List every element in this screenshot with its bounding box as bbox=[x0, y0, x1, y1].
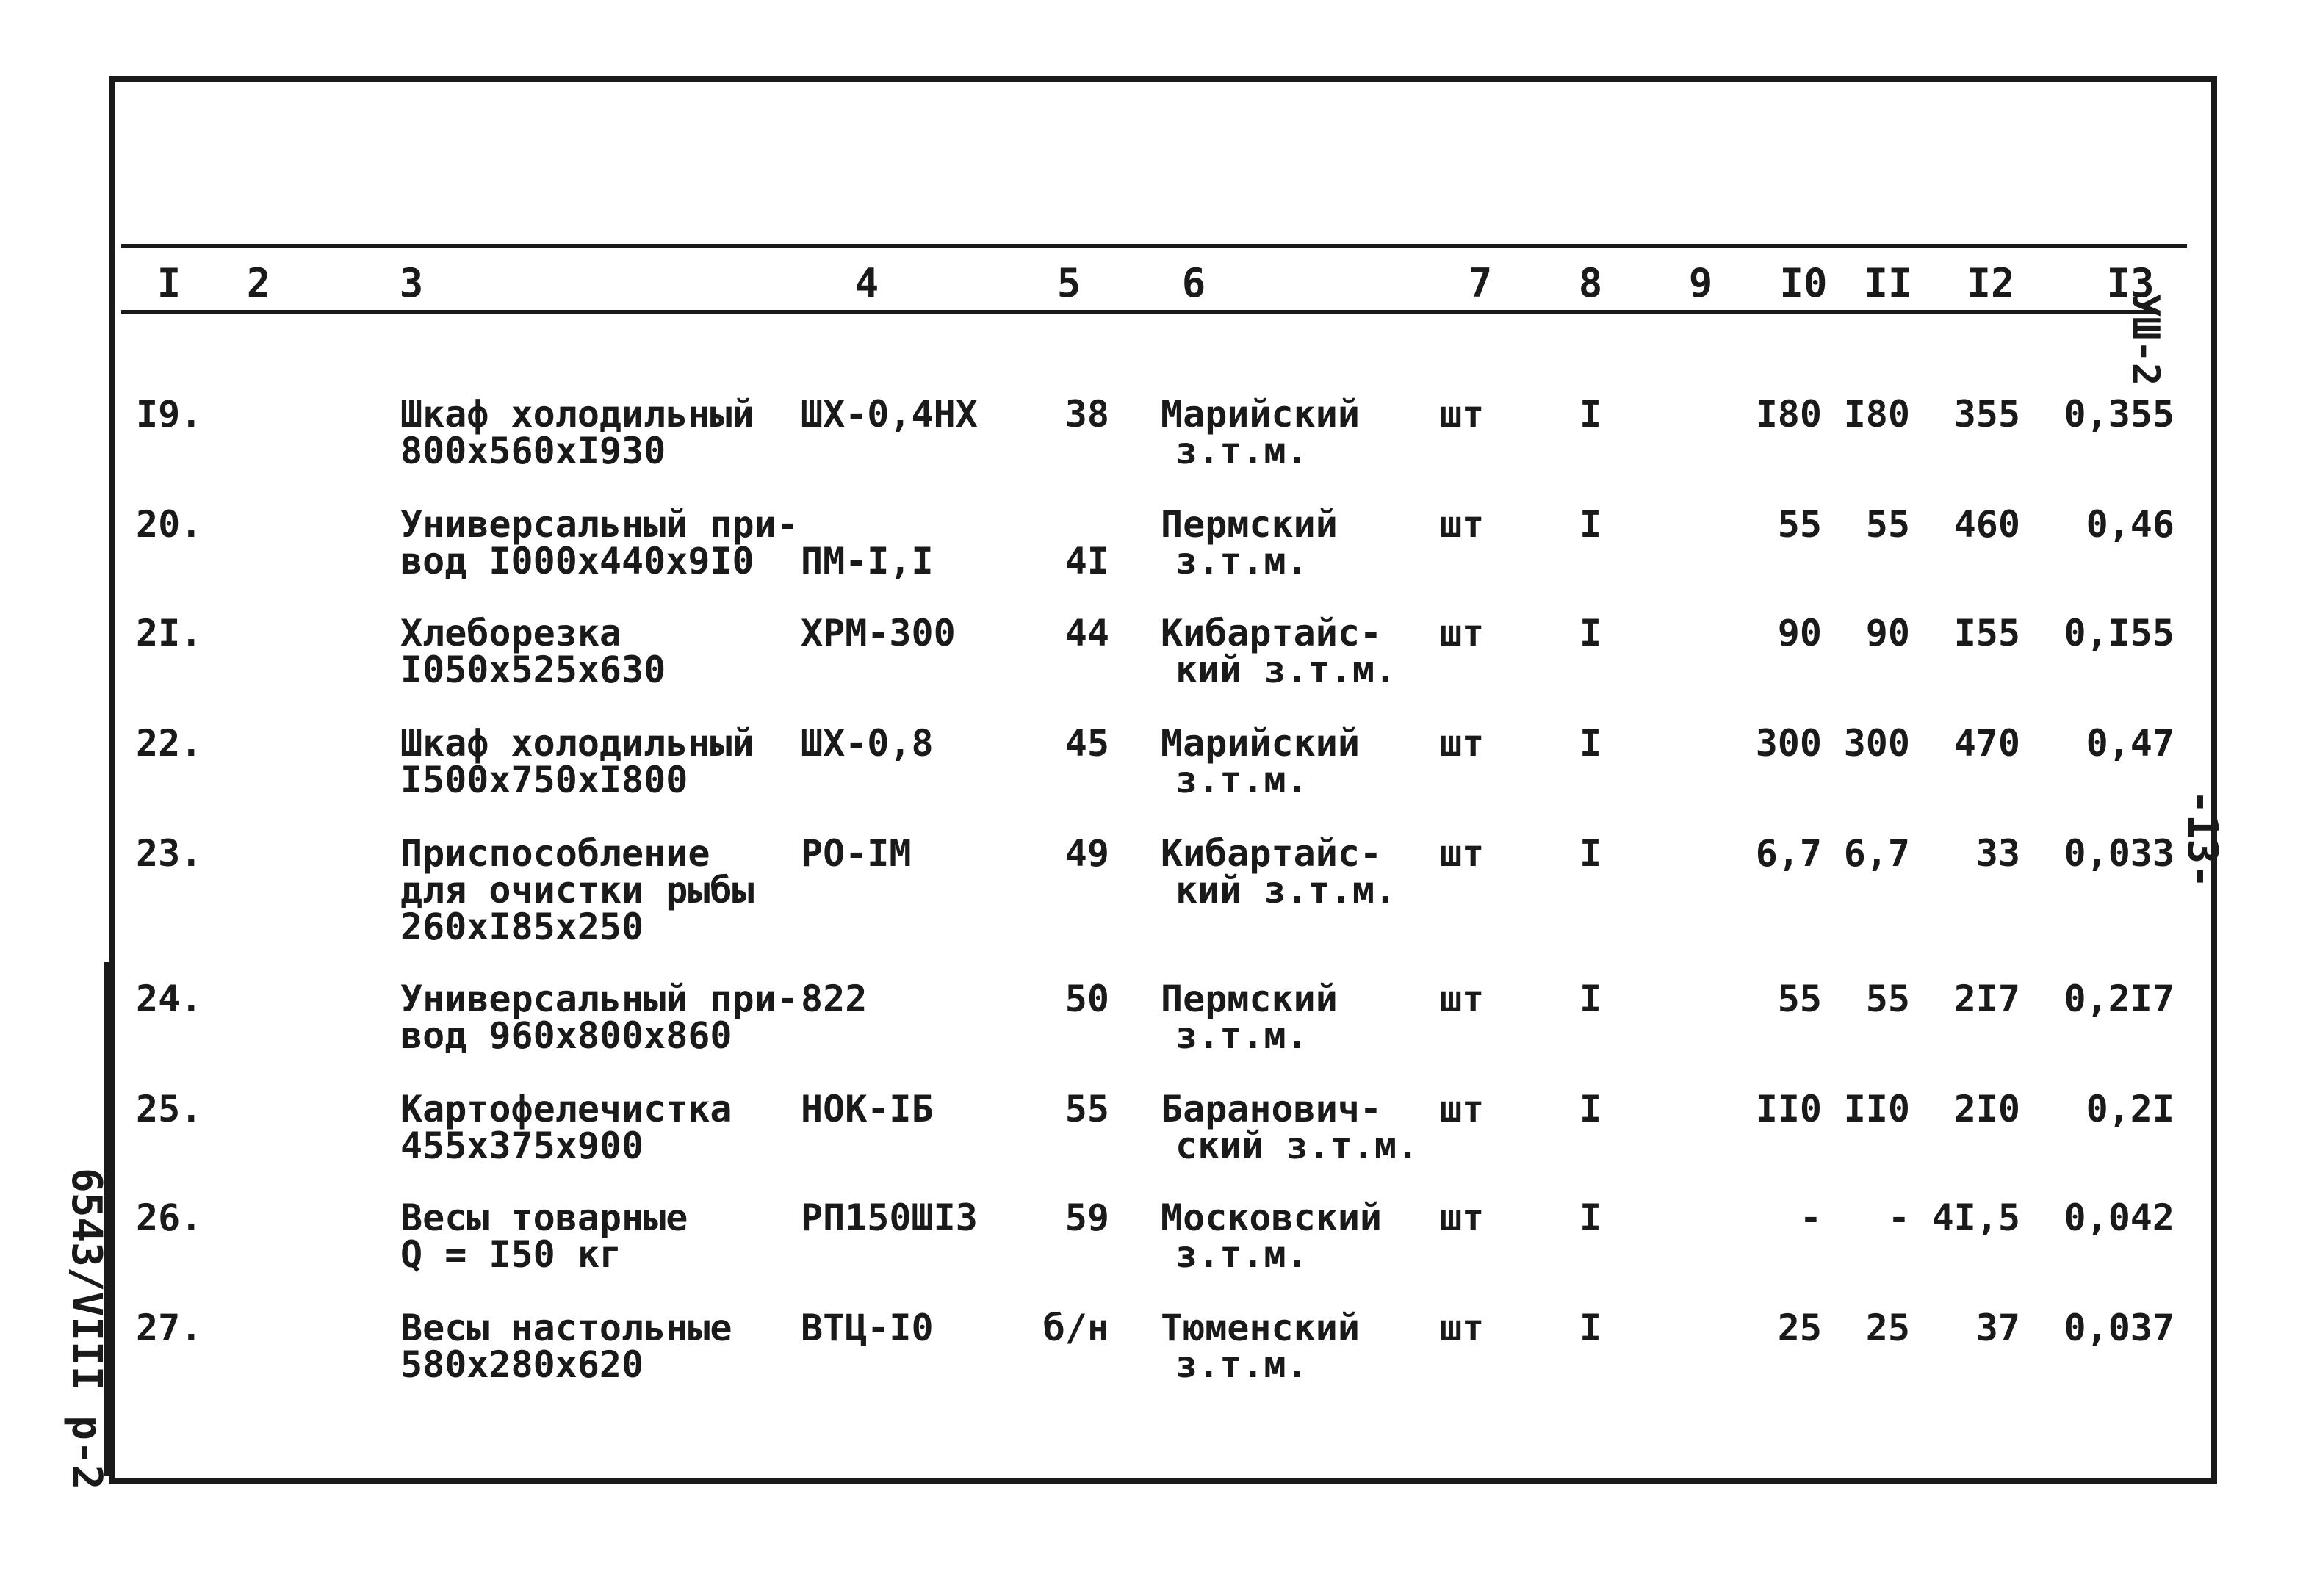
col-13-value: 0,2I bbox=[2086, 1088, 2174, 1130]
maker-line-1: Баранович- bbox=[1161, 1088, 1383, 1130]
quantity: I bbox=[1579, 1088, 1602, 1130]
item-name-line-2: I500x750xI800 bbox=[400, 759, 688, 801]
unit: шт bbox=[1440, 612, 1485, 654]
header-col-7: 7 bbox=[1468, 260, 1493, 306]
maker-line-2: ский з.т.м. bbox=[1175, 1124, 1419, 1167]
item-name-line-2: 580x280x620 bbox=[400, 1343, 644, 1386]
col-13-value: 0,46 bbox=[2086, 503, 2174, 546]
header-top-rule bbox=[121, 244, 2187, 248]
header-col-12: I2 bbox=[1967, 260, 2015, 306]
unit: шт bbox=[1440, 722, 1485, 765]
quantity: I bbox=[1579, 1196, 1602, 1239]
col-10-value: 300 bbox=[1755, 722, 1822, 765]
col-12-value: 355 bbox=[1953, 393, 2020, 436]
maker-line-2: з.т.м. bbox=[1175, 1014, 1308, 1057]
col-12-value: 470 bbox=[1953, 722, 2020, 765]
col-12-value: 37 bbox=[1975, 1307, 2020, 1349]
catalog-page: 59 bbox=[1064, 1196, 1109, 1239]
col-10-value: I80 bbox=[1755, 393, 1822, 436]
item-code: ВТЦ-I0 bbox=[801, 1307, 934, 1349]
item-name-line-2: вод I000x440x9I0 bbox=[400, 540, 754, 582]
maker-line-1: Кибартайс- bbox=[1161, 832, 1383, 875]
col-12-value: 33 bbox=[1975, 832, 2020, 875]
catalog-page: 38 bbox=[1064, 393, 1109, 436]
item-code: ХРМ-300 bbox=[801, 612, 956, 654]
item-name-line-2: I050x525x630 bbox=[400, 649, 666, 691]
row-number: 25. bbox=[136, 1088, 203, 1130]
col-11-value: I80 bbox=[1843, 393, 1910, 436]
header-col-10: I0 bbox=[1779, 260, 1828, 306]
col-10-value: - bbox=[1799, 1196, 1822, 1239]
header-col-4: 4 bbox=[854, 260, 879, 306]
col-12-value: 4I,5 bbox=[1931, 1196, 2020, 1239]
header-bottom-rule bbox=[121, 310, 2156, 314]
col-12-value: I55 bbox=[1953, 612, 2020, 654]
maker-line-2: з.т.м. bbox=[1175, 540, 1308, 582]
item-code: ШХ-0,4НХ bbox=[801, 393, 978, 436]
document-code-mark: 6543/VIII р-2 bbox=[62, 1168, 110, 1490]
unit: шт bbox=[1440, 1196, 1485, 1239]
col-13-value: 0,042 bbox=[2064, 1196, 2174, 1239]
unit: шт bbox=[1440, 1088, 1485, 1130]
item-code: ПМ-I,I bbox=[801, 540, 934, 582]
maker-line-2: з.т.м. bbox=[1175, 759, 1308, 801]
item-name-line-2: для очистки рыбы bbox=[400, 869, 754, 911]
maker-line-1: Марийский bbox=[1161, 722, 1360, 765]
col-13-value: 0,47 bbox=[2086, 722, 2174, 765]
col-12-value: 460 bbox=[1953, 503, 2020, 546]
col-12-value: 2I7 bbox=[1953, 978, 2020, 1020]
page-number-mark: -13- bbox=[2178, 790, 2226, 889]
catalog-page: 4I bbox=[1064, 540, 1109, 582]
header-col-13: I3 bbox=[2106, 260, 2155, 306]
col-11-value: 90 bbox=[1865, 612, 1910, 654]
item-name-line-1: Приспособление bbox=[400, 832, 710, 875]
catalog-page: 49 bbox=[1064, 832, 1109, 875]
quantity: I bbox=[1579, 612, 1602, 654]
col-10-value: II0 bbox=[1755, 1088, 1822, 1130]
item-name-line-1: Универсальный при- bbox=[400, 503, 799, 546]
item-code: РП150ШI3 bbox=[801, 1196, 978, 1239]
item-name-line-1: Шкаф холодильный bbox=[400, 722, 754, 765]
col-13-value: 0,355 bbox=[2064, 393, 2174, 436]
item-name-line-2: 455x375x900 bbox=[400, 1124, 644, 1167]
catalog-page: 50 bbox=[1064, 978, 1109, 1020]
maker-line-1: Марийский bbox=[1161, 393, 1360, 436]
col-13-value: 0,033 bbox=[2064, 832, 2174, 875]
row-number: 27. bbox=[136, 1307, 203, 1349]
col-10-value: 25 bbox=[1777, 1307, 1822, 1349]
quantity: I bbox=[1579, 722, 1602, 765]
catalog-page: 55 bbox=[1064, 1088, 1109, 1130]
quantity: I bbox=[1579, 1307, 1602, 1349]
maker-line-2: кий з.т.м. bbox=[1175, 649, 1397, 691]
item-name-line-2: вод 960x800x860 bbox=[400, 1014, 732, 1057]
maker-line-2: з.т.м. bbox=[1175, 1233, 1308, 1276]
header-col-9: 9 bbox=[1688, 260, 1713, 306]
maker-line-2: з.т.м. bbox=[1175, 1343, 1308, 1386]
item-name-line-1: Универсальный при- bbox=[400, 978, 799, 1020]
unit: шт bbox=[1440, 393, 1485, 436]
maker-line-1: Пермский bbox=[1161, 978, 1338, 1020]
col-11-value: 55 bbox=[1865, 503, 1910, 546]
item-code: 822 bbox=[801, 978, 868, 1020]
header-col-8: 8 bbox=[1578, 260, 1603, 306]
row-number: 22. bbox=[136, 722, 203, 765]
maker-line-1: Тюменский bbox=[1161, 1307, 1360, 1349]
col-12-value: 2I0 bbox=[1953, 1088, 2020, 1130]
col-10-value: 6,7 bbox=[1755, 832, 1822, 875]
row-number: 20. bbox=[136, 503, 203, 546]
col-11-value: 6,7 bbox=[1843, 832, 1910, 875]
quantity: I bbox=[1579, 393, 1602, 436]
header-col-6: 6 bbox=[1181, 260, 1206, 306]
catalog-page: б/н bbox=[1042, 1307, 1109, 1349]
unit: шт bbox=[1440, 978, 1485, 1020]
col-11-value: II0 bbox=[1843, 1088, 1910, 1130]
item-name-line-3: 260xI85x250 bbox=[400, 906, 644, 948]
maker-line-2: кий з.т.м. bbox=[1175, 869, 1397, 911]
row-number: 26. bbox=[136, 1196, 203, 1239]
unit: шт bbox=[1440, 503, 1485, 546]
maker-line-1: Пермский bbox=[1161, 503, 1338, 546]
item-name-line-2: Q = I50 кг bbox=[400, 1233, 622, 1276]
maker-line-1: Московский bbox=[1161, 1196, 1383, 1239]
row-number: 23. bbox=[136, 832, 203, 875]
row-number: I9. bbox=[136, 393, 203, 436]
col-11-value: 300 bbox=[1843, 722, 1910, 765]
item-code: НОК-IБ bbox=[801, 1088, 934, 1130]
header-col-1: I bbox=[156, 260, 181, 306]
unit: шт bbox=[1440, 1307, 1485, 1349]
header-col-11: II bbox=[1864, 260, 1912, 306]
catalog-page: 44 bbox=[1064, 612, 1109, 654]
item-name-line-1: Весы товарные bbox=[400, 1196, 688, 1239]
maker-line-1: Кибартайс- bbox=[1161, 612, 1383, 654]
row-number: 2I. bbox=[136, 612, 203, 654]
col-11-value: - bbox=[1887, 1196, 1910, 1239]
item-name-line-1: Шкаф холодильный bbox=[400, 393, 754, 436]
maker-line-2: з.т.м. bbox=[1175, 430, 1308, 472]
col-11-value: 55 bbox=[1865, 978, 1910, 1020]
row-number: 24. bbox=[136, 978, 203, 1020]
item-code: ШХ-0,8 bbox=[801, 722, 934, 765]
header-col-3: 3 bbox=[399, 260, 424, 306]
header-col-2: 2 bbox=[246, 260, 271, 306]
quantity: I bbox=[1579, 503, 1602, 546]
quantity: I bbox=[1579, 832, 1602, 875]
quantity: I bbox=[1579, 978, 1602, 1020]
item-name-line-1: Хлеборезка bbox=[400, 612, 622, 654]
catalog-page: 45 bbox=[1064, 722, 1109, 765]
item-name-line-1: Картофелечистка bbox=[400, 1088, 732, 1130]
col-13-value: 0,037 bbox=[2064, 1307, 2174, 1349]
unit: шт bbox=[1440, 832, 1485, 875]
col-13-value: 0,I55 bbox=[2064, 612, 2174, 654]
col-11-value: 25 bbox=[1865, 1307, 1910, 1349]
col-10-value: 55 bbox=[1777, 503, 1822, 546]
item-code: РО-IМ bbox=[801, 832, 912, 875]
item-name-line-2: 800x560xI930 bbox=[400, 430, 666, 472]
item-name-line-1: Весы настольные bbox=[400, 1307, 732, 1349]
col-10-value: 55 bbox=[1777, 978, 1822, 1020]
header-col-5: 5 bbox=[1056, 260, 1081, 306]
section-code-mark: УШ-2 bbox=[2123, 294, 2167, 386]
col-13-value: 0,2I7 bbox=[2064, 978, 2174, 1020]
col-10-value: 90 bbox=[1777, 612, 1822, 654]
